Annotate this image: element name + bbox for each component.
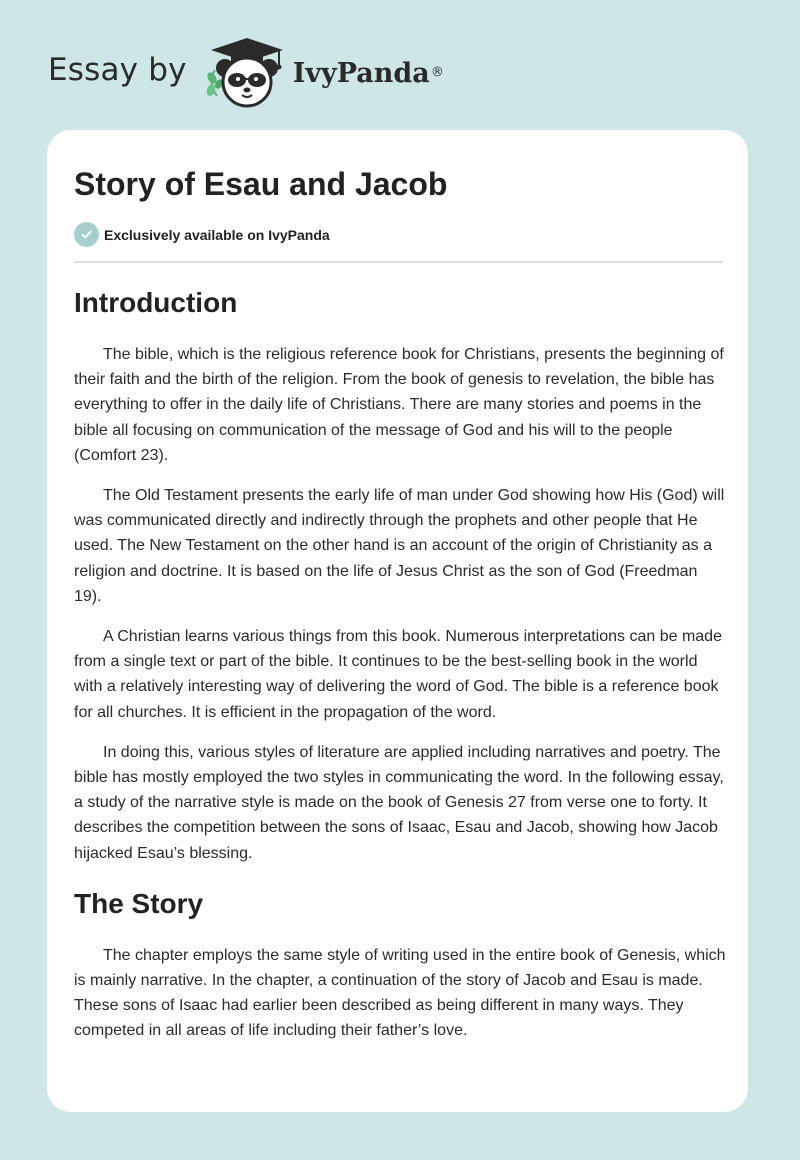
body-paragraph: The chapter employs the same style of writing used in the entire book of Genesis, which is mainly narrative. In the chapter, a continuation of the story of Jacob and Esau is made. These sons of Isaac had earlier been described as being different in many ways. They competed in all areas of life including their father’s love. — [74, 946, 726, 1040]
section-heading-the-story: The Story — [74, 887, 204, 919]
title-divider — [74, 261, 723, 263]
brand-name: IvyPanda — [292, 57, 430, 89]
body-paragraph: A Christian learns various things from this book. Numerous interpretations can be made from a single text or part of the bible. It continues to be the best-selling book in the world with a relatively interesting way of delivering the word of God. The bible is a reference book for all churches. It is efficient in the propagation of the word. — [74, 628, 722, 721]
body-paragraph: The Old Testament presents the early life of man under God showing how His (God) will was communicated directly and indirectly through the prophets and other people that He used. The New Testament on the other hand is an account of the origin of Christianity as a religion and doctrine. It is based on the life of Jesus Christ as the son of God (Freedman 19). — [74, 487, 725, 605]
section-heading-introduction: Introduction — [74, 287, 238, 318]
panda-graduate-logo-icon — [201, 34, 289, 110]
site-header-brand[interactable] — [48, 34, 444, 110]
registered-mark: ® — [430, 64, 444, 80]
exclusive-badge-text: Exclusively available on IvyPanda — [104, 226, 330, 243]
brand-prefix: Essay by — [48, 52, 187, 88]
body-paragraph: In doing this, various styles of literature are applied including narratives and poetry. The bible has mostly employed the two styles in communicating the word. In the following essay, a study of the narrative style is made on the book of Genesis 27 from verse one to forty. It describes the competition between the sons of Isaac, Esau and Jacob, showing how Jacob hijacked Esau’s blessing. — [74, 743, 724, 862]
exclusive-badge — [74, 222, 330, 247]
essay-body — [74, 280, 726, 1059]
essay-card — [47, 130, 748, 1112]
check-circle-icon — [74, 222, 99, 247]
essay-title: Story of Esau and Jacob — [74, 166, 448, 202]
body-paragraph: The bible, which is the religious reference book for Christians, presents the beginning of their faith and the birth of the religion. From the book of genesis to revelation, the bible has everything to offer in the daily life of Christians. There are many stories and poems in the bible all focusing on communication of the message of God and his will to the people (Comfort 23). — [74, 346, 724, 464]
